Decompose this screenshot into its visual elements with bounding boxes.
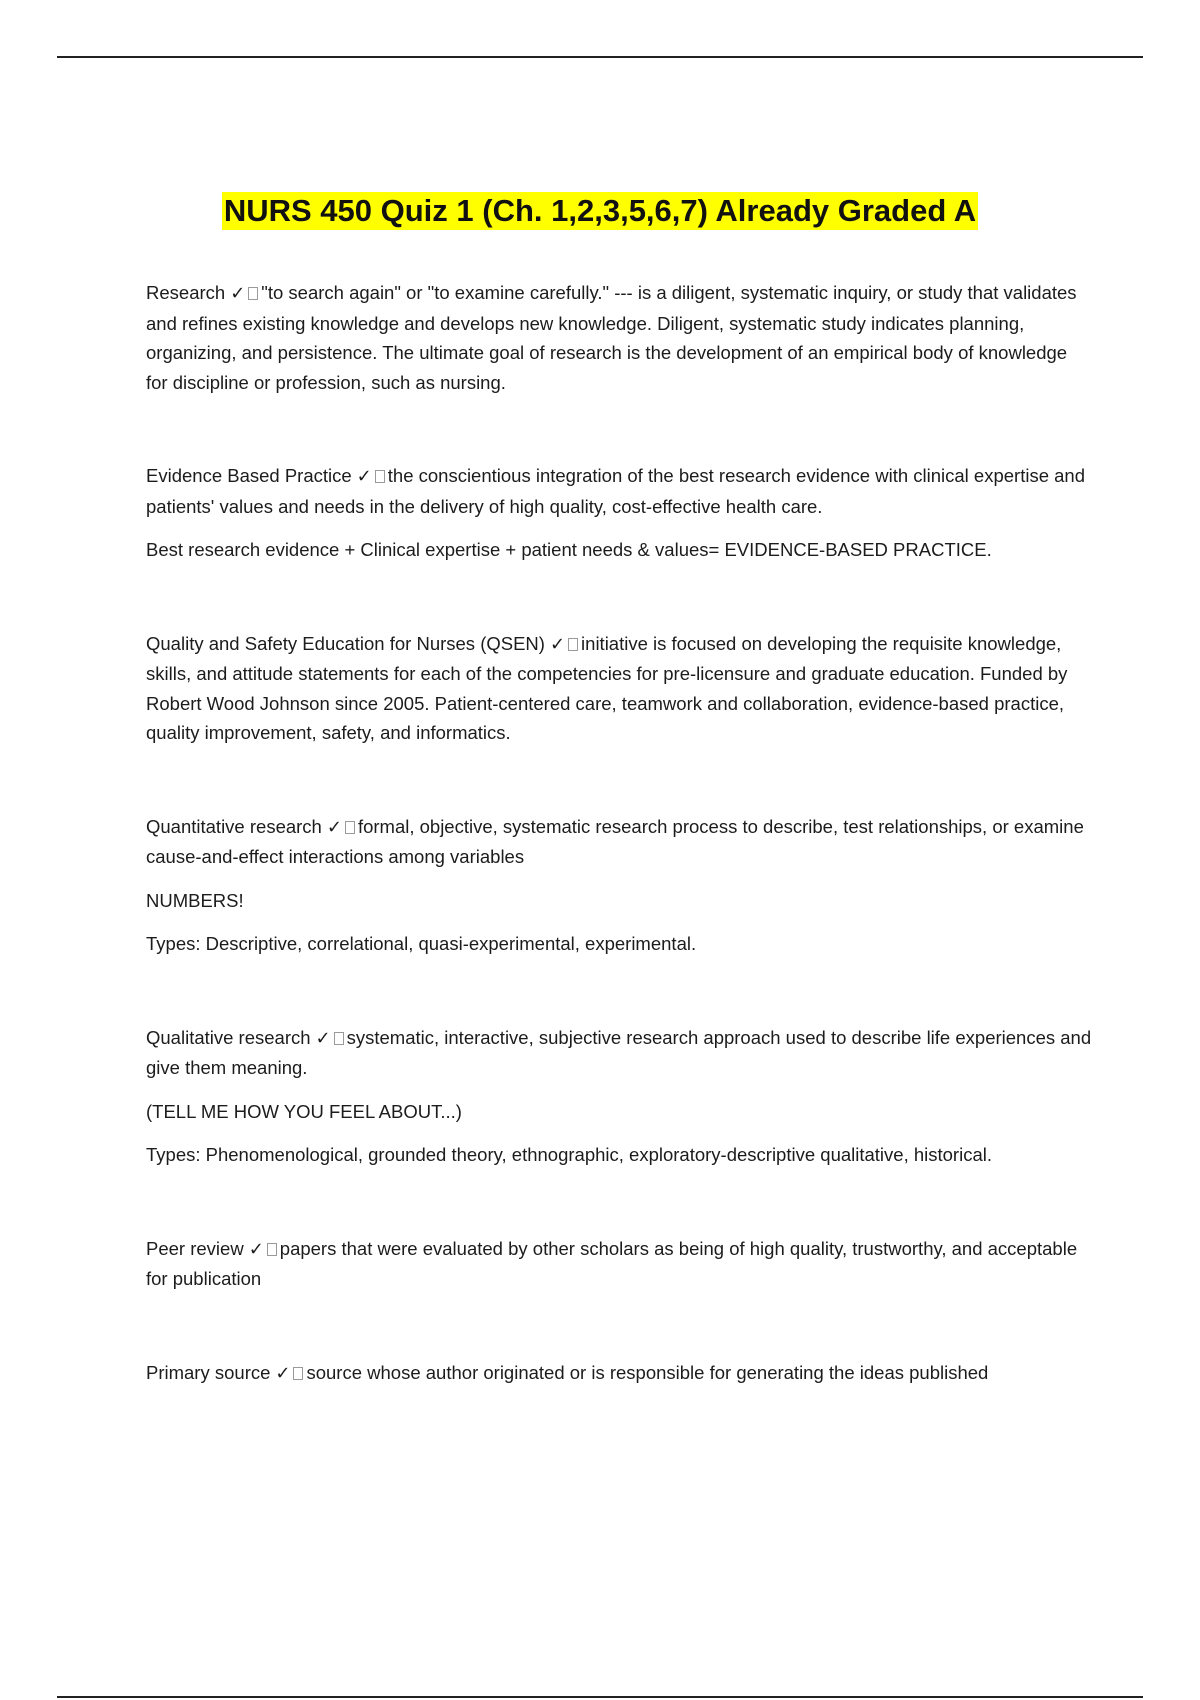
entry-paragraph bbox=[146, 278, 1092, 397]
bottom-divider bbox=[57, 1696, 1143, 1698]
entry-definition: papers that were evaluated by other scholars as being of high quality, trustworthy, and acceptable for publication bbox=[146, 1237, 1078, 1289]
entry-paragraph bbox=[146, 1234, 1092, 1294]
entry-term: Qualitative research bbox=[146, 1026, 311, 1048]
title-block bbox=[0, 192, 1200, 230]
entry-primary-source bbox=[146, 1358, 1092, 1389]
entry-paragraph bbox=[146, 1358, 1092, 1389]
entry-evidence-based-practice bbox=[146, 461, 1092, 565]
entry-definition: "to search again" or "to examine carefully." --- is a diligent, systematic inquiry, or study that validates and refines existing knowledge and develops new knowledge. Diligent, systematic study indicates planning, organizing, and persistence. The ultimate goal of research is the development of an empirical body of knowledge for discipline or profession, such as nursing. bbox=[146, 282, 1077, 393]
entry-definition: formal, objective, systematic research process to describe, test relationships, or examine cause-and-effect interactions among variables bbox=[146, 815, 1084, 867]
check-icon: ✓ bbox=[326, 816, 342, 838]
entry-qsen bbox=[146, 629, 1092, 748]
missing-glyph-box-icon bbox=[345, 821, 355, 834]
entry-term: Evidence Based Practice bbox=[146, 465, 352, 486]
entry-term: Research bbox=[146, 282, 226, 303]
entry-note: Types: Phenomenological, grounded theory, ethnographic, exploratory-descriptive qualitative, historical. bbox=[146, 1144, 992, 1165]
entry-quantitative-research bbox=[146, 812, 1092, 959]
entry-paragraph bbox=[146, 461, 1092, 521]
document-title: NURS 450 Quiz 1 (Ch. 1,2,3,5,6,7) Already Graded A bbox=[223, 193, 977, 228]
entry-definition: systematic, interactive, subjective research approach used to describe life experiences and give them meaning. bbox=[146, 1026, 1092, 1078]
entry-research bbox=[146, 278, 1092, 397]
check-icon: ✓ bbox=[230, 283, 246, 304]
check-icon: ✓ bbox=[315, 1027, 331, 1049]
missing-glyph-box-icon bbox=[375, 470, 385, 483]
missing-glyph-box-icon bbox=[267, 1243, 277, 1256]
entry-definition: initiative is focused on developing the requisite knowledge, skills, and attitude statements for each of the competencies for pre-licensure and graduate education. Funded by Robert Wood Johnson since 2005. Patient-centered care, teamwork and collaboration, evidence-based practice, quality improvement, safety, and informatics. bbox=[146, 632, 1068, 743]
missing-glyph-box-icon bbox=[293, 1367, 303, 1380]
entry-definition: source whose author originated or is responsible for generating the ideas published bbox=[306, 1361, 989, 1383]
check-icon: ✓ bbox=[275, 1362, 291, 1384]
entry-term: Primary source bbox=[146, 1361, 271, 1383]
entry-term: Quality and Safety Education for Nurses (QSEN) bbox=[146, 632, 545, 654]
entry-note: NUMBERS! bbox=[146, 889, 244, 911]
check-icon: ✓ bbox=[549, 633, 566, 655]
check-icon: ✓ bbox=[356, 466, 372, 487]
missing-glyph-box-icon bbox=[248, 287, 258, 300]
missing-glyph-box-icon bbox=[334, 1032, 344, 1045]
entry-peer-review bbox=[146, 1234, 1092, 1294]
entry-term: Peer review bbox=[146, 1237, 244, 1259]
entry-note: (TELL ME HOW YOU FEEL ABOUT...) bbox=[146, 1100, 462, 1122]
entry-paragraph bbox=[146, 1023, 1092, 1083]
entry-note: Types: Descriptive, correlational, quasi-experimental, experimental. bbox=[146, 933, 697, 954]
top-divider bbox=[57, 56, 1143, 58]
entry-paragraph bbox=[146, 812, 1092, 872]
entry-definition: the conscientious integration of the best research evidence with clinical expertise and patients' values and needs in the delivery of high quality, cost-effective health care. bbox=[146, 465, 1086, 517]
entry-term: Quantitative research bbox=[146, 815, 322, 837]
missing-glyph-box-icon bbox=[568, 638, 578, 651]
entry-note: Best research evidence + Clinical expertise + patient needs & values= EVIDENCE-BASED PRACTICE. bbox=[146, 539, 992, 560]
entry-paragraph bbox=[146, 629, 1092, 748]
entry-qualitative-research bbox=[146, 1023, 1092, 1170]
document-body bbox=[146, 278, 1092, 1388]
check-icon: ✓ bbox=[248, 1238, 264, 1260]
